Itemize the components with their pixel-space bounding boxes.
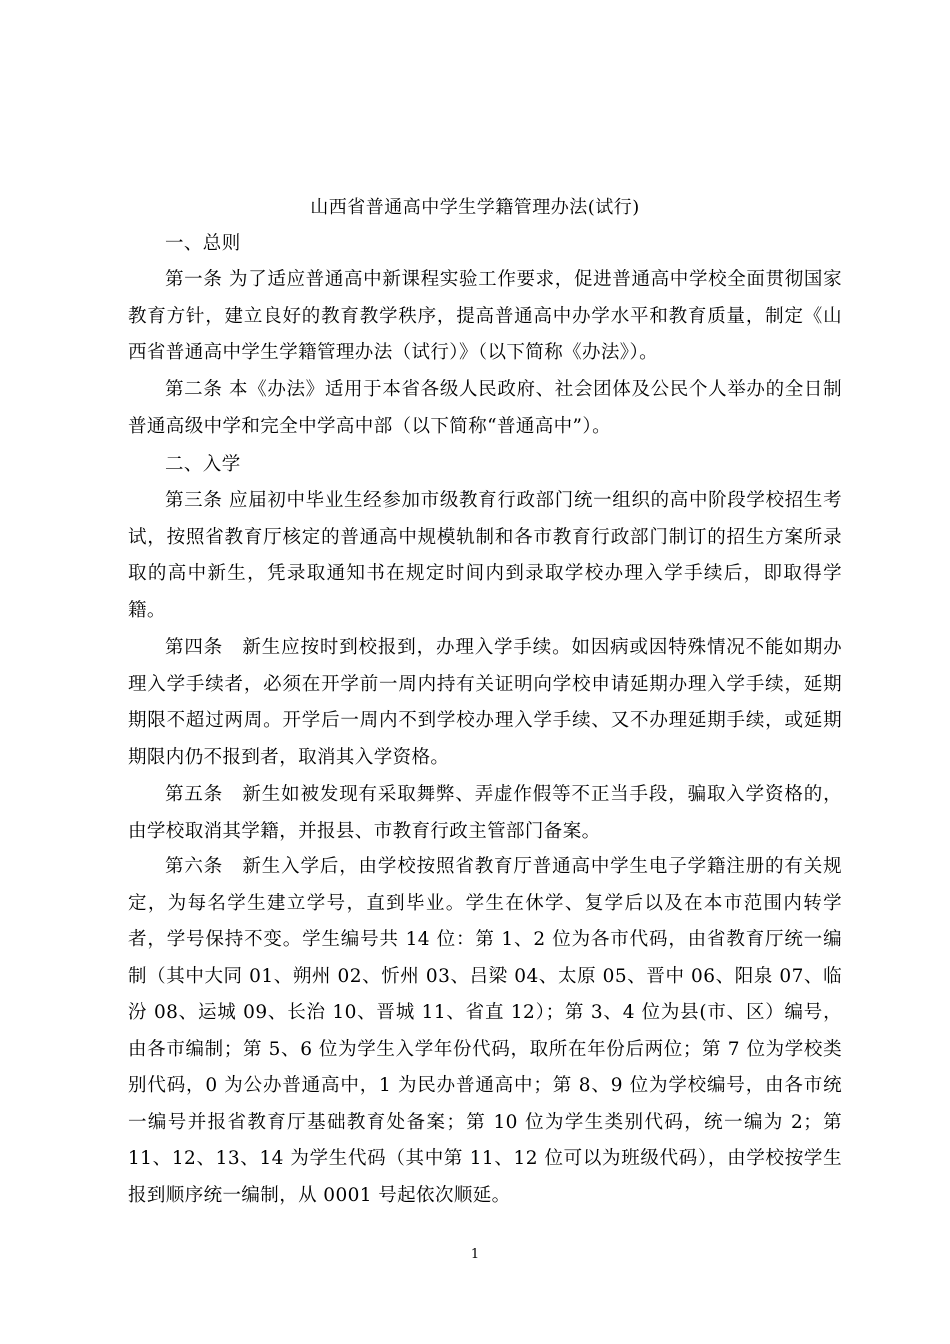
article-3-paragraph: 第三条 应届初中毕业生经参加市级教育行政部门统一组织的高中阶段学校招生考试，按照省教育厅核定的普通高中规模轨制和各市教育行政部门制订的招生方案所录取的高中新生，凭录取通知书在规定时间内到录取学校办理入学手续后，即取得学籍。	[128, 490, 842, 621]
article-6-paragraph: 第六条 新生入学后，由学校按照省教育厅普通高中学生电子学籍注册的有关规定，为每名学生建立学号，直到毕业。学生在休学、复学后以及在本市范围内转学者，学号保持不变。学生编号共 14 位：第 1、2 位为各市代码，由省教育厅统一编制（其中大同 01、朔州 02、忻州 03、吕梁 04、太原 05、晋中 06、阳泉 07、临汾 08、运城 09、长治 10、晋城 11、省直 12）；第 3、4 位为县(市、区）编号，由各市编制；第 5、6 位为学生入学年份代码，取所在年份后两位；第 7 位为学校类别代码，0 为公办普通高中，1 为民办普通高中；第 8、9 位为学校编号，由各市统一编号并报省教育厅基础教育处备案；第 10 位为学生类别代码，统一编为 2；第 11、12、13、14 为学生代码（其中第 11、12 位可以为班级代码），由学校按学生报到顺序统一编制，从 0001 号起依次顺延。	[128, 856, 842, 1206]
article-1-paragraph: 第一条 为了适应普通高中新课程实验工作要求，促进普通高中学校全面贯彻国家教育方针，建立良好的教育教学秩序，提高普通高中办学水平和教育质量，制定《山西省普通高中学生学籍管理办法（试行）》（以下简称《办法》）。	[128, 269, 842, 363]
article-5-paragraph: 第五条 新生如被发现有采取舞弊、弄虚作假等不正当手段，骗取入学资格的，由学校取消其学籍，并报县、市教育行政主管部门备案。	[128, 784, 842, 842]
document-title: 山西省普通高中学生学籍管理办法(试行)	[310, 197, 640, 218]
section-heading-admission: 二、入学	[165, 454, 241, 475]
section-heading-general: 一、总则	[165, 233, 241, 254]
article-2-paragraph: 第二条 本《办法》适用于本省各级人民政府、社会团体及公民个人举办的全日制普通高级中学和完全中学高中部（以下简称“普通高中”）。	[128, 379, 842, 437]
page-number: 1	[470, 1247, 480, 1262]
article-4-paragraph: 第四条 新生应按时到校报到，办理入学手续。如因病或因特殊情况不能如期办理入学手续者，必须在开学前一周内持有关证明向学校申请延期办理入学手续，延期期限不超过两周。开学后一周内不到学校办理入学手续、又不办理延期手续，或延期期限内仍不报到者，取消其入学资格。	[128, 637, 842, 768]
